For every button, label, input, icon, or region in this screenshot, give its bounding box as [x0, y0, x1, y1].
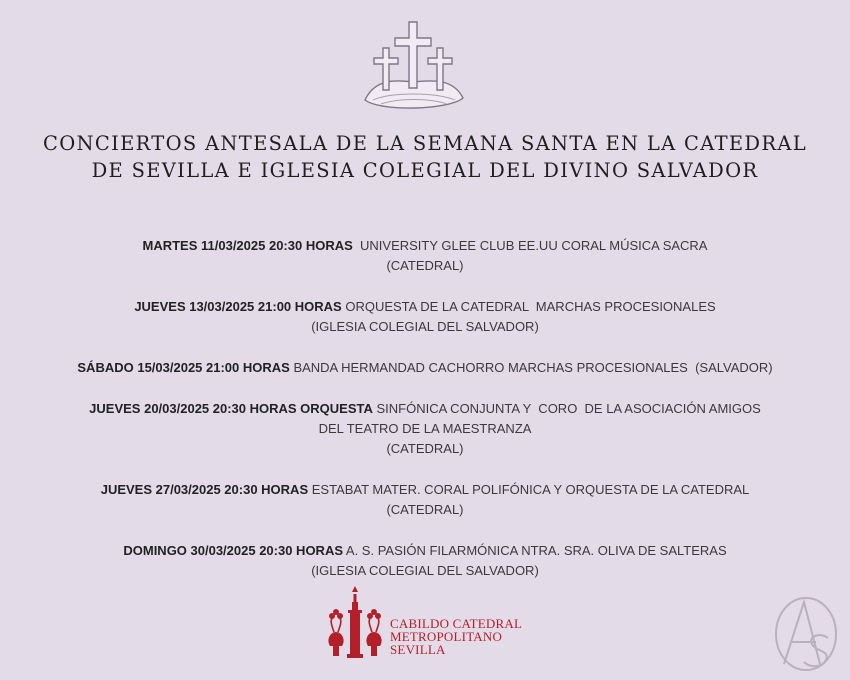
concert-detail: UNIVERSITY GLEE CLUB EE.UU CORAL MÚSICA SACRA	[352, 238, 708, 253]
concert-venue: (IGLESIA COLEGIAL DEL SALVADOR)	[311, 563, 539, 578]
concert-venue: (CATEDRAL)	[386, 258, 464, 273]
concert-venue: (CATEDRAL)	[386, 502, 464, 517]
concert-item	[0, 399, 850, 459]
concert-item	[0, 541, 850, 581]
concert-date: MARTES 11/03/2025 20:30 HORAS	[142, 238, 353, 253]
logo-line-2: METROPOLITANO	[390, 629, 503, 644]
concert-detail-extra: DEL TEATRO DE LA MAESTRANZA	[318, 421, 532, 436]
concert-item	[0, 236, 850, 276]
concert-venue: (IGLESIA COLEGIAL DEL SALVADOR)	[311, 319, 539, 334]
logo-line-1: CABILDO CATEDRAL	[390, 616, 523, 631]
concert-date: DOMINGO 30/03/2025 20:30 HORAS	[123, 543, 344, 558]
page-title	[0, 130, 850, 184]
concert-detail: ORQUESTA DE LA CATEDRAL MARCHAS PROCESIONALES	[341, 299, 716, 314]
title-line-2: DE SEVILLA E IGLESIA COLEGIAL DEL DIVINO SALVADOR	[91, 159, 759, 182]
logo-line-3: SEVILLA	[390, 642, 446, 657]
concert-detail: A. S. PASIÓN FILARMÓNICA NTRA. SRA. OLIVA DE SALTERAS	[343, 543, 727, 558]
three-crosses-icon	[357, 18, 469, 114]
concert-detail: ESTABAT MATER. CORAL POLIFÓNICA Y ORQUESTA DE LA CATEDRAL	[308, 482, 750, 497]
title-line-1: CONCIERTOS ANTESALA DE LA SEMANA SANTA EN LA CATEDRAL	[43, 132, 807, 155]
concert-venue: (CATEDRAL)	[386, 441, 464, 456]
concert-detail: BANDA HERMANDAD CACHORRO MARCHAS PROCESIONALES (SALVADOR)	[289, 360, 773, 375]
concert-item	[0, 480, 850, 520]
concert-date: SÁBADO 15/03/2025 21:00 HORAS	[77, 360, 290, 375]
concert-item	[0, 297, 850, 337]
as-monogram-icon	[770, 594, 840, 674]
concert-list	[0, 236, 850, 602]
cabildo-logo-text	[390, 617, 522, 656]
concert-date: JUEVES 20/03/2025 20:30 HORAS ORQUESTA	[89, 401, 373, 416]
concert-item	[0, 358, 850, 378]
concert-date: JUEVES 13/03/2025 21:00 HORAS	[134, 299, 342, 314]
concert-detail: SINFÓNICA CONJUNTA Y CORO DE LA ASOCIACIÓN AMIGOS	[372, 401, 761, 416]
concert-date: JUEVES 27/03/2025 20:30 HORAS	[100, 482, 309, 497]
